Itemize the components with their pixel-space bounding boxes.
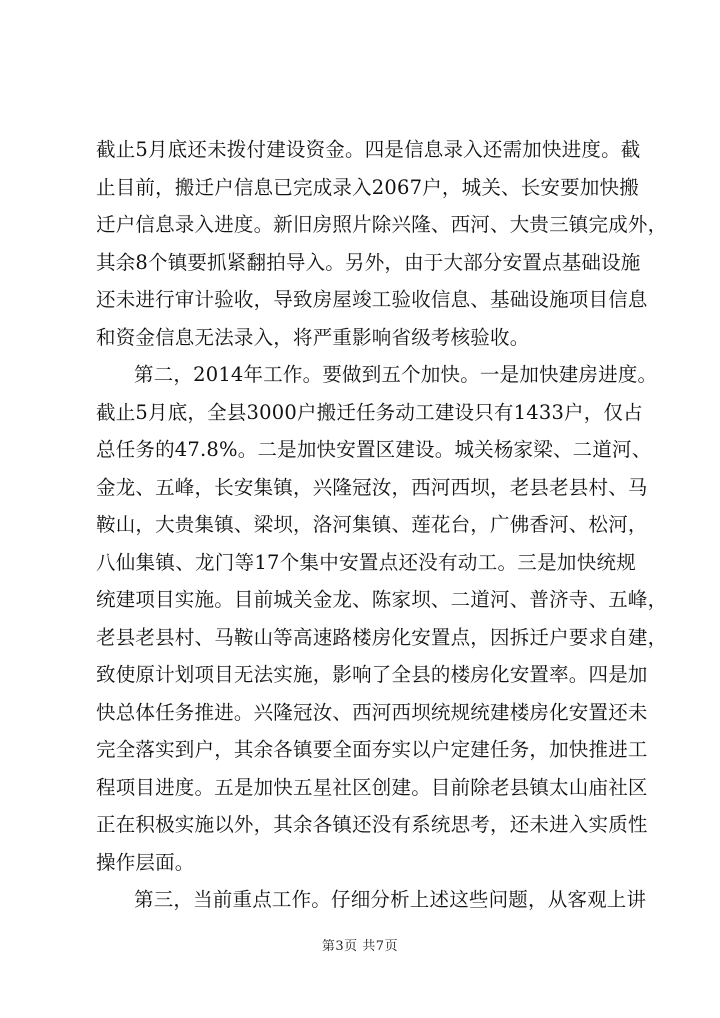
text-line: 完全落实到户，其余各镇要全面夯实以户定建任务，加快推进工 [96, 738, 648, 761]
text-line: 快总体任务推进。兴隆冠汝、西河西坝统规统建楼房化安置还未 [96, 700, 648, 724]
text-line: 统建项目实施。目前城关金龙、陈家坝、二道河、普济寺、五峰， [96, 588, 668, 611]
paragraph-start-line: 第二，2014年工作。要做到五个加快。一是加快建房进度。 [134, 363, 658, 386]
text-line: 截止5月底还未拨付建设资金。四是信息录入还需加快进度。截 [96, 138, 641, 161]
text-line: 迁户信息录入进度。新旧房照片除兴隆、西河、大贵三镇完成外， [96, 213, 668, 236]
paragraph-start-line: 第三，当前重点工作。仔细分析上述这些问题，从客观上讲 [134, 888, 647, 911]
text-line: 操作层面。 [96, 850, 195, 874]
text-line: 鞍山，大贵集镇、梁坝，洛河集镇、莲花台，广佛香河、松河， [96, 513, 648, 536]
text-line: 止目前，搬迁户信息已完成录入2067户，城关、长安要加快搬 [96, 175, 639, 199]
body-text [96, 131, 668, 919]
text-line: 老县老县村、马鞍山等高速路楼房化安置点，因拆迁户要求自建， [96, 625, 668, 649]
text-line: 还未进行审计验收，导致房屋竣工验收信息、基础设施项目信息 [96, 288, 648, 311]
text-line: 正在积极实施以外，其余各镇还没有系统思考，还未进入实质性 [96, 813, 648, 836]
text-line: 金龙、五峰，长安集镇，兴隆冠汝，西河西坝，老县老县村、马 [96, 475, 648, 499]
text-line: 其余8个镇要抓紧翻拍导入。另外，由于大部分安置点基础设施 [96, 250, 641, 274]
text-line: 致使原计划项目无法实施，影响了全县的楼房化安置率。四是加 [96, 663, 648, 686]
page-footer: 第3页 共7页 [321, 939, 399, 954]
text-line: 截止5月底，全县3000户搬迁任务动工建设只有1433户，仅占 [96, 400, 643, 424]
text-line: 和资金信息无法录入，将严重影响省级考核验收。 [96, 325, 530, 349]
text-line: 程项目进度。五是加快五星社区创建。目前除老县镇太山庙社区 [96, 775, 648, 799]
text-line: 八仙集镇、龙门等17个集中安置点还没有动工。三是加快统规 [96, 550, 636, 574]
text-line: 总任务的47.8%。二是加快安置区建设。城关杨家梁、二道河、 [96, 438, 652, 461]
